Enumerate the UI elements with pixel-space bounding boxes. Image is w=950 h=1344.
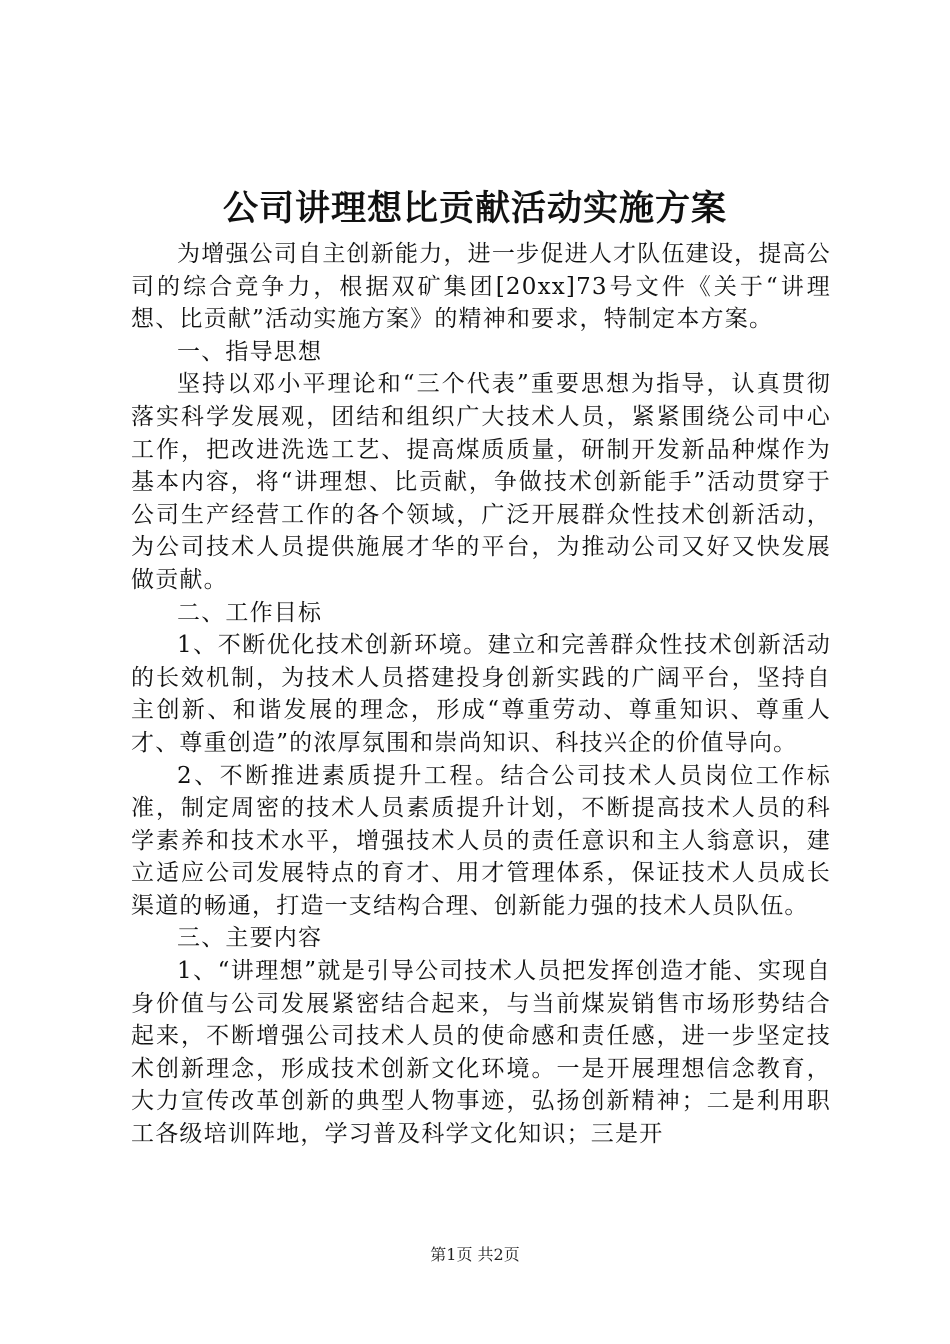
paragraph-guiding-ideology: 坚持以邓小平理论和“三个代表”重要思想为指导，认真贯彻落实科学发展观，团结和组织广大技术人员，紧紧围绕公司中心工作，把改进洗选工艺、提高煤质质量，研制开发新品种煤作为基本内容，将“讲理想、比贡献，争做技术创新能手”活动贯穿于公司生产经营工作的各个领域，广泛开展群众性技术创新活动，为公司技术人员提供施展才华的平台，为推动公司又好又快发展做贡献。 [131,371,831,593]
section-heading-guiding-ideology: 一、指导思想 [177,338,323,365]
intro-paragraph: 为增强公司自主创新能力，进一步促进人才队伍建设，提高公司的综合竞争力，根据双矿集团[20xx]73号文件《关于“讲理想、比贡献”活动实施方案》的精神和要求，特制定本方案。 [131,241,831,333]
page-footer: 第1页 共2页 [430,1245,520,1264]
document-body [131,238,831,1151]
document-title: 公司讲理想比贡献活动实施方案 [222,189,727,229]
paragraph-goal-1: 1、不断优化技术创新环境。建立和完善群众性技术创新活动的长效机制，为技术人员搭建投身创新实践的广阔平台，坚持自主创新、和谐发展的理念，形成“尊重劳动、尊重知识、尊重人才、尊重创造”的浓厚氛围和崇尚知识、科技兴企的价值导向。 [131,632,831,756]
paragraph-content-1: 1、“讲理想”就是引导公司技术人员把发挥创造才能、实现自身价值与公司发展紧密结合起来，与当前煤炭销售市场形势结合起来，不断增强公司技术人员的使命感和责任感，进一步坚定技术创新理念，形成技术创新文化环境。一是开展理想信念教育，大力宣传改革创新的典型人物事迹，弘扬创新精神；二是利用职工各级培训阵地，学习普及科学文化知识；三是开 [131,958,831,1148]
paragraph-goal-2: 2、不断推进素质提升工程。结合公司技术人员岗位工作标准，制定周密的技术人员素质提升计划，不断提高技术人员的科学素养和技术水平，增强技术人员的责任意识和主人翁意识，建立适应公司发展特点的育才、用才管理体系，保证技术人员成长渠道的畅通，打造一支结构合理、创新能力强的技术人员队伍。 [131,762,831,919]
section-heading-main-content: 三、主要内容 [177,925,323,952]
section-heading-work-goals: 二、工作目标 [177,599,323,626]
